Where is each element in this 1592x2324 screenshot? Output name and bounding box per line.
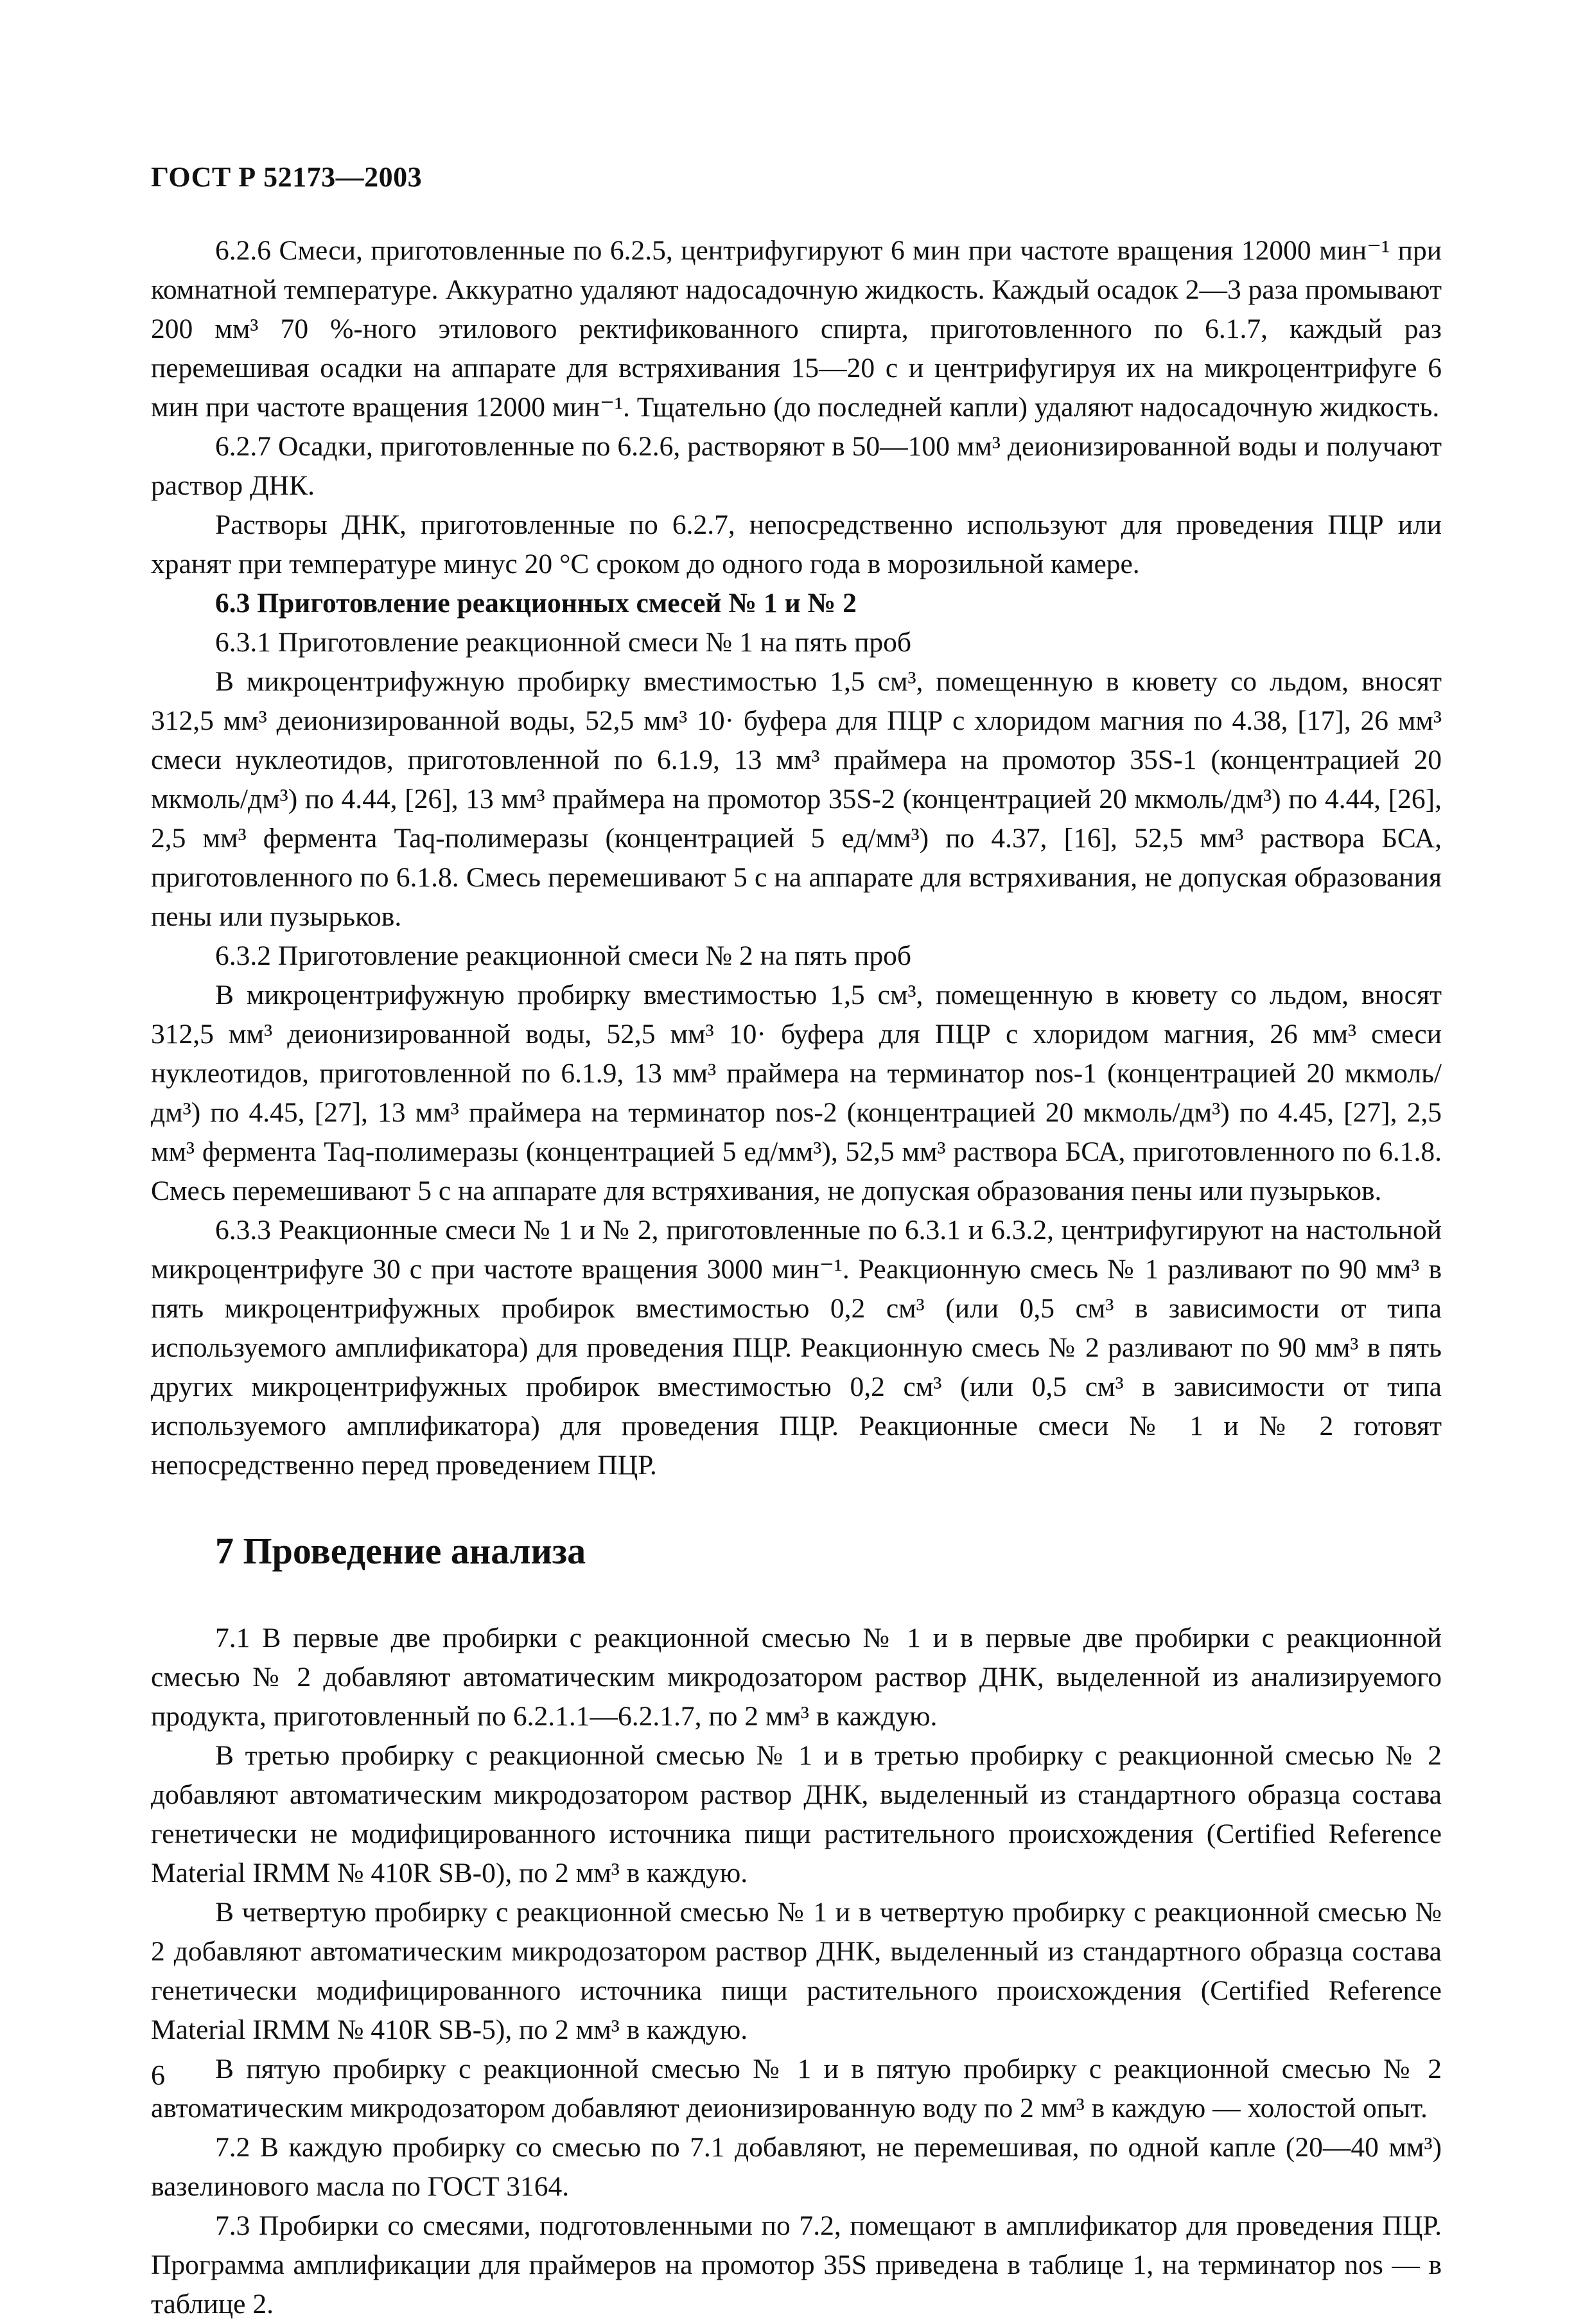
section-heading-7: 7 Проведение анализа — [215, 1530, 586, 1572]
document-body — [151, 231, 1442, 2324]
section-heading-6-3: 6.3 Приготовление реакционных смесей № 1 и № 2 — [215, 588, 857, 619]
paragraph-7-1-third-tube: В третью пробирку с реакционной смесью № 1 и в третью пробирку с реакционной смесью № 2 добавляют автоматическим микродозатором раствор ДНК, выделенный из стандартного образца состава генетически не модифицированного источника пищи растительного происхождения (Certified Reference Material IRMM № 410R SB-0), по 2 мм³ в каждую. — [151, 1740, 1442, 1888]
paragraph-6-3-1-title: 6.3.1 Приготовление реакционной смеси № 1 на пять проб — [215, 627, 912, 658]
paragraph-7-1-fifth-tube: В пятую пробирку с реакционной смесью № 1 и в пятую пробирку с реакционной смесью № 2 автоматическим микродозатором добавляют деионизированную воду по 2 мм³ в каждую — холостой опыт. — [151, 2054, 1442, 2124]
page-number: 6 — [151, 2059, 165, 2091]
paragraph-6-3-3: 6.3.3 Реакционные смеси № 1 и № 2, приготовленные по 6.3.1 и 6.3.2, центрифугируют на настольной микроцентрифуге 30 с при частоте вращения 3000 мин⁻¹. Реакционную смесь № 1 разливают по 90 мм³ в пять микроцентрифужных пробирок вместимостью 0,2 см³ (или 0,5 см³ в зависимости от типа используемого амплификатора) для проведения ПЦР. Реакционную смесь № 2 разливают по 90 мм³ в пять других микроцентрифужных пробирок вместимостью 0,2 см³ (или 0,5 см³ в зависимости от типа используемого амплификатора) для проведения ПЦР. Реакционные смеси № 1 и № 2 готовят непосредственно перед проведением ПЦР. — [151, 1215, 1442, 1481]
paragraph-7-1-fourth-tube: В четвертую пробирку с реакционной смесью № 1 и в четвертую пробирку с реакционной смесью № 2 добавляют автоматическим микродозатором раствор ДНК, выделенный из стандартного образца состава генетически модифицированного источника пищи растительного происхождения (Certified Reference Material IRMM № 410R SB-5), по 2 мм³ в каждую. — [151, 1897, 1442, 2045]
paragraph-6-3-2-title: 6.3.2 Приготовление реакционной смеси № 2 на пять проб — [215, 940, 912, 971]
paragraph-6-2-6: 6.2.6 Смеси, приготовленные по 6.2.5, центрифугируют 6 мин при частоте вращения 12000 мин⁻¹ при комнатной температуре. Аккуратно удаляют надосадочную жидкость. Каждый осадок 2—3 раза промывают 200 мм³ 70 %-ного этилового ректификованного спирта, приготовленного по 6.1.7, каждый раз перемешивая осадки на аппарате для встряхивания 15—20 с и центрифугируя их на микроцентрифуге 6 мин при частоте вращения 12000 мин⁻¹. Тщательно (до последней капли) удаляют надосадочную жидкость. — [151, 235, 1442, 423]
paragraph-6-2-7-dna-storage: Растворы ДНК, приготовленные по 6.2.7, непосредственно используют для проведения ПЦР или хранят при температуре минус 20 °С сроком до одного года в морозильной камере. — [151, 509, 1442, 579]
paragraph-7-3: 7.3 Пробирки со смесями, подготовленными по 7.2, помещают в амплификатор для проведения ПЦР. Программа амплификации для праймеров на промотор 35S приведена в таблице 1, на терминатор nos — в таблице 2. — [151, 2210, 1442, 2320]
paragraph-6-3-2-body: В микроцентрифужную пробирку вместимостью 1,5 см³, помещенную в кювету со льдом, вносят 312,5 мм³ деионизированной воды, 52,5 мм³ 10· буфера для ПЦР с хлоридом магния, 26 мм³ смеси нуклеотидов, приготовленной по 6.1.9, 13 мм³ праймера на терминатор nos-1 (концентрацией 20 мкмоль/дм³) по 4.45, [27], 13 мм³ праймера на терминатор nos-2 (концентрацией 20 мкмоль/дм³) по 4.45, [27], 2,5 мм³ фермента Taq-полимеразы (концентрацией 5 ед/мм³), 52,5 мм³ раствора БСА, приготовленного по 6.1.8. Смесь перемешивают 5 с на аппарате для встряхивания, не допуская образования пены или пузырьков. — [151, 980, 1442, 1206]
paragraph-6-3-1-body: В микроцентрифужную пробирку вместимостью 1,5 см³, помещенную в кювету со льдом, вносят 312,5 мм³ деионизированной воды, 52,5 мм³ 10· буфера для ПЦР с хлоридом магния по 4.38, [17], 26 мм³ смеси нуклеотидов, приготовленной по 6.1.9, 13 мм³ праймера на промотор 35S-1 (концентрацией 20 мкмоль/дм³) по 4.44, [26], 13 мм³ праймера на промотор 35S-2 (концентрацией 20 мкмоль/дм³) по 4.44, [26], 2,5 мм³ фермента Taq-полимеразы (концентрацией 5 ед/мм³) по 4.37, [16], 52,5 мм³ раствора БСА, приготовленного по 6.1.8. Смесь перемешивают 5 с на аппарате для встряхивания, не допуская образования пены или пузырьков. — [151, 666, 1442, 932]
paragraph-7-1: 7.1 В первые две пробирки с реакционной смесью № 1 и в первые две пробирки с реакционной смесью № 2 добавляют автоматическим микродозатором раствор ДНК, выделенной из анализируемого продукта, приготовленный по 6.2.1.1—6.2.1.7, по 2 мм³ в каждую. — [151, 1623, 1442, 1732]
paragraph-7-2: 7.2 В каждую пробирку со смесью по 7.1 добавляют, не перемешивая, по одной капле (20—40 мм³) вазелинового масла по ГОСТ 3164. — [151, 2132, 1442, 2202]
document-header: ГОСТ Р 52173—2003 — [151, 161, 423, 193]
paragraph-6-2-7: 6.2.7 Осадки, приготовленные по 6.2.6, растворяют в 50—100 мм³ деионизированной воды и получают раствор ДНК. — [151, 431, 1442, 501]
